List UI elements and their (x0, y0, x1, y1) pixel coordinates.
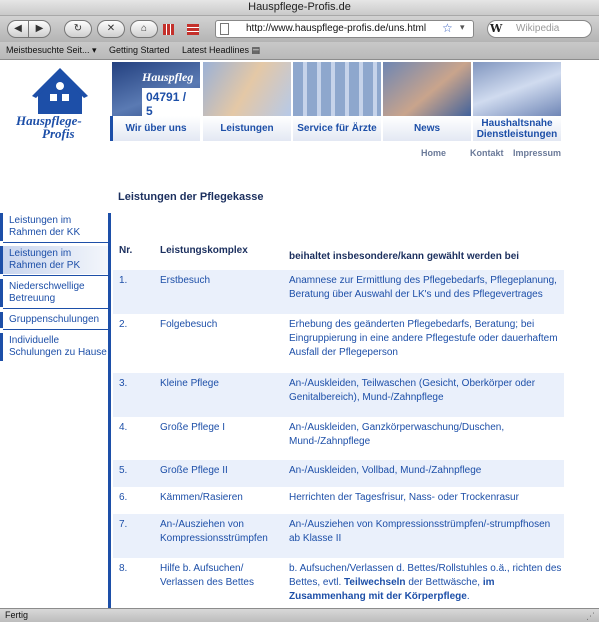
top-link-contact[interactable]: Kontakt (470, 148, 504, 158)
row-name: An-/Ausziehen von Kompressionsstrümpfen (160, 519, 268, 544)
header-nr: Nr. (119, 245, 133, 256)
row-nr: 8. (119, 563, 128, 574)
sidebar (0, 213, 108, 366)
stop-icon[interactable]: ✕ (97, 20, 125, 38)
table-row (113, 487, 564, 514)
page-title: Leistungen der Pflegekasse (118, 191, 264, 203)
sidebar-item-gruppenschulungen[interactable] (0, 312, 108, 328)
row-desc: An-/Auskleiden, Ganzkörperwaschung/Duschen, Mund-/Zahnpflege (289, 422, 505, 447)
row-desc: Anamnese zur Ermittlung des Pflegebedarfs, Pflegeplanung, Beratung über Auswahl der LK's und des Pflegevertrages (289, 275, 557, 300)
banner-text: Hauspfleg (142, 70, 194, 84)
sidebar-item-label: Niederschwellige Betreuung (9, 281, 85, 304)
row-desc: An-/Auskleiden, Vollbad, Mund-/Zahnpflege (289, 465, 482, 476)
row-name: Kämmen/Rasieren (160, 492, 243, 503)
table-row (113, 460, 564, 487)
header-name: Leistungskomplex (160, 245, 248, 256)
table-row (113, 558, 564, 608)
wikipedia-icon[interactable]: W (490, 22, 503, 35)
sidebar-item-betreuung[interactable] (0, 279, 108, 307)
row-name: Hilfe b. Aufsuchen/ Verlassen des Bettes (160, 563, 254, 588)
banner-image-car[interactable] (112, 62, 200, 116)
banner-image-blood-pressure[interactable] (383, 62, 471, 116)
bookmarks-bar (0, 42, 599, 60)
sidebar-item-pk[interactable] (0, 246, 108, 274)
window-title: Hauspflege-Profis.de (0, 0, 599, 16)
logo-name-line1[interactable]: Hauspflege- (16, 113, 82, 128)
nav-divider (110, 116, 113, 141)
row-name: Erstbesuch (160, 275, 211, 286)
logo-name-line2[interactable]: Profis (42, 126, 75, 141)
table-row (113, 417, 564, 460)
banner-image-hands[interactable] (203, 62, 291, 116)
nav-tab-doctors[interactable]: Service für Ärzte (293, 116, 381, 141)
table-header-row (113, 240, 564, 270)
page-icon (220, 23, 229, 35)
sidebar-item-individuelle-schulungen[interactable] (0, 333, 108, 361)
row-desc-bold: Teilwechseln (344, 577, 406, 588)
row-nr: 7. (119, 519, 128, 530)
row-desc-text: b. Aufsuchen/Verlassen d. Bettes/Rollstuhles o.ä., richten des Bettes, evtl. (289, 563, 562, 588)
banner-image-pillbox[interactable] (293, 62, 381, 116)
home-icon[interactable]: ⌂ (130, 20, 158, 38)
reload-icon[interactable]: ↻ (64, 20, 92, 38)
sidebar-item-kk[interactable] (0, 213, 108, 241)
forward-icon[interactable]: ▶ (29, 20, 51, 38)
row-desc: Herrichten der Tagesfrisur, Nass- oder Trockenrasur (289, 492, 519, 503)
nav-tab-about[interactable]: Wir über uns (112, 116, 200, 141)
content-divider (108, 213, 111, 608)
tab-grid-icon[interactable] (187, 24, 199, 35)
row-nr: 3. (119, 378, 128, 389)
table-row (113, 314, 564, 373)
top-link-imprint[interactable]: Impressum (513, 148, 562, 158)
bookmark-grid-icon[interactable] (163, 24, 174, 35)
status-bar (0, 608, 599, 622)
sidebar-item-label: Gruppenschulungen (9, 314, 100, 325)
row-desc-bold: im Zusammenhang mit der Körperpflege (289, 577, 495, 602)
row-desc: Erhebung des geänderten Pflegebedarfs, Beratung; bei Eingruppierung in eine andere Pflegestufe oder dauerhaftem Ausfall der Pflegeperson (289, 319, 558, 358)
chevron-down-icon[interactable]: ▾ (460, 22, 465, 32)
address-bar[interactable]: http://www.hauspflege-profis.de/uns.html (215, 20, 474, 38)
row-desc-text: . (466, 591, 470, 602)
row-nr: 1. (119, 275, 128, 286)
nav-tab-news[interactable]: News (383, 116, 471, 141)
row-nr: 6. (119, 492, 128, 503)
row-desc (289, 562, 563, 604)
row-name: Kleine Pflege (160, 378, 219, 389)
top-link-home[interactable]: Home (421, 148, 447, 158)
back-icon[interactable]: ◀ (7, 20, 29, 38)
row-desc-text: der Bettwäsche, (405, 577, 483, 588)
row-nr: 5. (119, 465, 128, 476)
search-input[interactable]: Wikipedia (487, 20, 592, 38)
row-desc: An-/Auskleiden, Teilwaschen (Gesicht, Oberkörper oder Genitalbereich), Mund-/Zahnpflege (289, 378, 536, 403)
table-row (113, 270, 564, 314)
row-nr: 2. (119, 319, 128, 330)
row-desc: An-/Ausziehen von Kompressionsstrümpfen/-strumpfhosen ab Klasse II (289, 519, 551, 544)
nav-tab-household[interactable]: Haushaltsnahe Dienstleistungen (473, 116, 561, 141)
sidebar-item-label: Leistungen im Rahmen der PK (9, 248, 81, 271)
row-name: Große Pflege I (160, 422, 226, 433)
table-row (113, 514, 564, 558)
sidebar-item-label: Leistungen im Rahmen der KK (9, 215, 81, 238)
nav-tab-services[interactable]: Leistungen (203, 116, 291, 141)
banner-image-wheelchair[interactable] (473, 62, 561, 116)
row-name: Folgebesuch (160, 319, 218, 330)
row-name: Große Pflege II (160, 465, 228, 476)
star-icon[interactable]: ☆ (442, 21, 453, 35)
status-text: Fertig (5, 610, 29, 620)
sidebar-item-label: Individuelle Schulungen zu Hause (9, 335, 107, 358)
row-nr: 4. (119, 422, 128, 433)
bookmark-latest-headlines[interactable]: Latest Headlines ▤ (182, 45, 261, 55)
table-row (113, 373, 564, 417)
banner-phone: 04791 / 5 (142, 88, 200, 116)
resize-grip-icon[interactable]: ⋰ (586, 611, 595, 621)
bookmark-most-visited[interactable]: Meistbesuchte Seit... ▾ (6, 45, 97, 55)
browser-toolbar (0, 16, 599, 42)
header-desc: beihaltet insbesondere/kann gewählt werden bei (289, 251, 520, 262)
bookmark-getting-started[interactable]: Getting Started (109, 45, 170, 55)
